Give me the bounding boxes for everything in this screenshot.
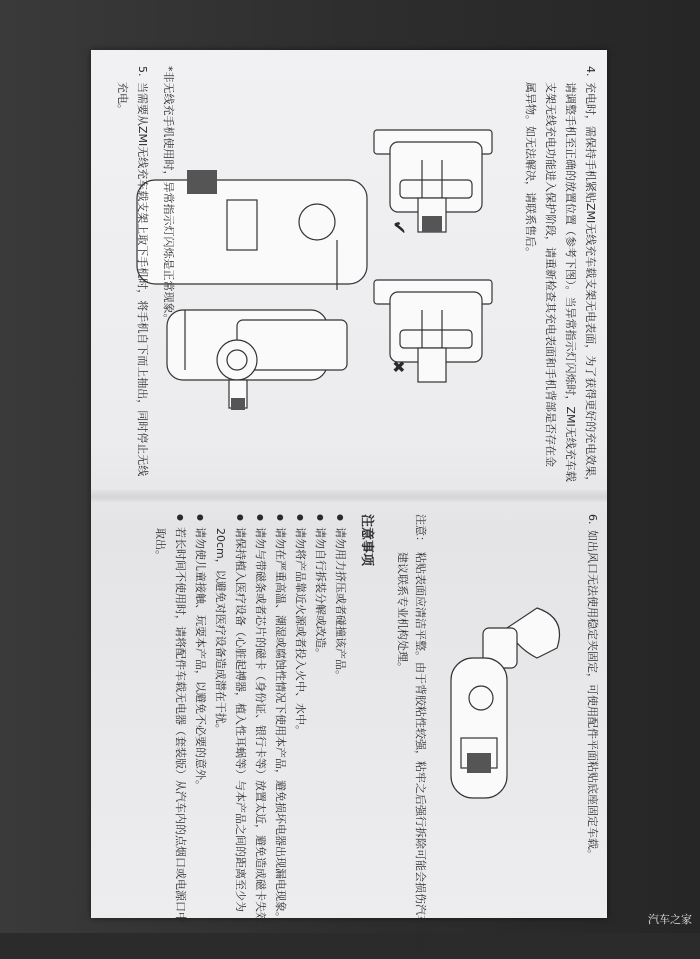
item4-number: 4. <box>584 66 597 77</box>
note-line-1: 粘贴表面应清洁平整。由于背胶粘性较强，粘牢之后强行拆除可能会损伤汽车内饰， <box>414 552 427 959</box>
manual-bottom-content <box>91 498 607 959</box>
caution-item-continued: 取出。 <box>154 528 167 561</box>
manual-top-half <box>91 50 607 488</box>
manual-sheet <box>91 50 607 959</box>
item6-number: 6. <box>586 514 599 525</box>
caution-item-continued: 20cm，以避免对医疗设备造成潜在干扰。 <box>214 528 227 735</box>
manual-bottom-half <box>91 498 607 959</box>
holder-phone-figure <box>117 160 377 310</box>
site-watermark: 汽车之家 <box>648 913 692 926</box>
manual-top-content <box>91 50 607 488</box>
caution-item: ● 请勿在严重高温、潮湿或腐蚀性情况下使用本产品，避免损坏电器出现漏电现象。 <box>271 514 289 923</box>
caution-item: ● 若长时间不使用时，请将配件车载无电器（套装版）从汽车内的点烟口或电源口中 <box>171 514 189 923</box>
wrong-mark-icon: ✖ <box>389 360 408 374</box>
caution-item: ● 请勿用力挤压或者碰撞该产品。 <box>331 514 349 681</box>
item4-line-1: 充电时，需保持手机紧贴ZMI无线充车载支架无电表面，为了获得更好的充电效果， <box>584 82 597 488</box>
caution-item: ● 请勿与带磁条或者芯片的磁卡（身份证、银行卡等）放置太近，避免造成磁卡失效。 <box>251 514 269 934</box>
caution-item: ● 请勿自行拆装分解或改造。 <box>311 514 329 659</box>
removal-figure <box>157 300 357 440</box>
item5-number: 5. <box>136 66 149 77</box>
adhesive-base-figure <box>437 588 577 828</box>
note-line-2: 建议联系专业机构处理。 <box>396 552 409 673</box>
item4-line-4: 属异物。如无法解决，请联系售后。 <box>524 82 537 258</box>
caution-item: ● 请保持植入医疗设备（心脏起搏器，植入性耳蜗等）与本产品之间的距离至少为 <box>231 514 249 912</box>
item6-line-1: 如出风口无法使用稳定夹固定，可使用配件平面粘贴底座固定车载。 <box>586 530 599 860</box>
caution-item: ● 请勿将产品靠近火源或者投入火中、水中。 <box>291 514 309 736</box>
item5-line-2: 充电。 <box>116 82 129 115</box>
cautions-heading: 注意事项 <box>359 514 374 567</box>
correct-mark-icon: ✔ <box>388 220 409 236</box>
non-wireless-note: *非无线充手机使用时，异常指示灯闪烁是正常现象。 <box>162 66 175 325</box>
caution-item: ● 请勿使儿童接触、玩耍本产品，以避免不必要的意外。 <box>191 514 209 791</box>
item4-line-2: 请调整手机至正确的放置位置（参考下图）。当异常指示灯闪烁时，ZMI无线充车载 <box>564 82 577 482</box>
incorrect-placement-figure <box>352 270 512 400</box>
note-label: 注意： <box>414 514 427 547</box>
item5-line-1: 当需要从ZMI无线充车载支架上取下手机时，将手机自下而上抽出，同时停止无线 <box>136 82 149 477</box>
item4-line-3: 支架无线充电功能进入保护阶段，请重新检查其充电表面和手机背部是否存在金 <box>544 82 557 467</box>
